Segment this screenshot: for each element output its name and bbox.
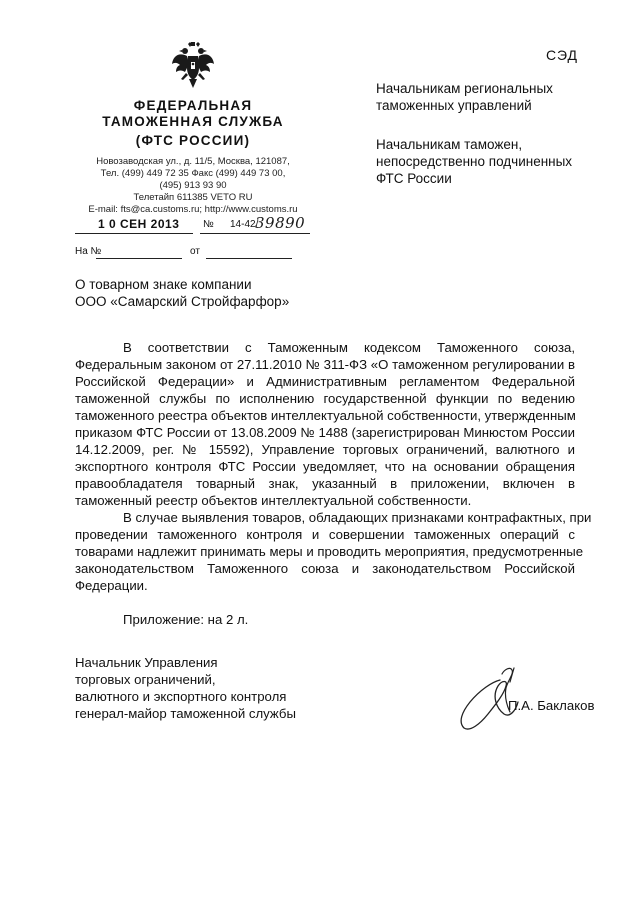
signatory-title-line: валютного и экспортного контроля (75, 689, 287, 704)
addressee-line: непосредственно подчиненных (376, 154, 573, 169)
body-paragraph1-line: Российской Федерации» и Административным регламентом Федеральной (75, 374, 575, 389)
body-paragraph1-line: В соответствии с Таможенным кодексом Таможенного союза, (123, 340, 575, 355)
addressee-line: ФТС России (376, 171, 452, 186)
double-headed-eagle-emblem-icon (171, 42, 215, 90)
subject-line: ООО «Самарский Стройфарфор» (75, 294, 290, 309)
edms-mark: СЭД (546, 47, 579, 63)
date-underline (75, 233, 193, 234)
body-paragraph1-line: экспортного контроля ФТС России уведомляет, что на основании обращения (75, 459, 575, 474)
body-paragraph1-line: таможенного реестра объектов интеллектуальной собственности, утвержденным (75, 408, 576, 423)
phone-line: (495) 913 93 90 (159, 180, 227, 191)
phone-line: Тел. (499) 449 72 35 Факс (499) 449 73 00, (100, 168, 286, 179)
body-paragraph1-line: таможенный реестр объектов интеллектуальной собственности. (75, 493, 472, 508)
number-underline (200, 233, 310, 234)
reply-to-number-label: На № (75, 246, 102, 257)
body-paragraph2-line: В случае выявления товаров, обладающих признаками контрафактных, при (123, 510, 592, 525)
signer-name: П.А. Баклаков (508, 698, 595, 713)
org-name-line2: ТАМОЖЕННАЯ СЛУЖБА (102, 114, 284, 129)
body-paragraph1-line: правообладателя товарный знак, указанный в приложении, включен в (75, 476, 575, 491)
teletype-line: Телетайп 611385 VETO RU (133, 192, 253, 203)
body-paragraph1-line: таможенной службы по исполнению государственной функции по ведению (75, 391, 575, 406)
body-paragraph2-line: законодательством Таможенного союза и законодательством Российской (75, 561, 575, 576)
addressee-line: таможенных управлений (376, 98, 532, 113)
body-paragraph1-line: 14.12.2009, рег. № 15592), Управление торговых ограничений, валютного и (75, 442, 575, 457)
signatory-title-line: торговых ограничений, (75, 672, 216, 687)
addressee-line: Начальникам региональных (376, 81, 553, 96)
number-handwritten: 39890 (255, 214, 306, 232)
body-paragraph2-line: Федерации. (75, 578, 148, 593)
number-label: № (203, 219, 214, 230)
number-printed: 14-42/ (230, 219, 259, 230)
body-paragraph1-line: Федеральным законом от 27.11.2010 № 311-ФЗ «О таможенном регулировании в (75, 357, 575, 372)
body-paragraph2-line: проведении таможенного контроля и совершении таможенных операций с (75, 527, 575, 542)
body-paragraph1-line: приказом ФТС России от 13.08.2009 № 1488 (зарегистрирован Минюстом России (75, 425, 575, 440)
signatory-title-line: генерал-майор таможенной службы (75, 706, 296, 721)
addressee-line: Начальникам таможен, (376, 137, 523, 152)
email-web-line: E-mail: fts@ca.customs.ru; http://www.customs.ru (88, 204, 298, 215)
subject-line: О товарном знаке компании (75, 277, 252, 292)
address-line: Новозаводская ул., д. 11/5, Москва, 121087, (96, 156, 290, 167)
reply-to-number-blank (96, 258, 182, 259)
reply-to-date-label: от (190, 246, 200, 257)
body-paragraph2-line: товарами надлежит принимать меры и проводить мероприятия, предусмотренные (75, 544, 584, 559)
reply-to-date-blank (206, 258, 292, 259)
signatory-title-line: Начальник Управления (75, 655, 218, 670)
annex-note: Приложение: на 2 л. (123, 612, 249, 627)
org-abbrev: (ФТС РОССИИ) (135, 133, 251, 148)
registration-date: 1 0 СЕН 2013 (98, 217, 180, 231)
org-name-line1: ФЕДЕРАЛЬНАЯ (133, 98, 253, 113)
